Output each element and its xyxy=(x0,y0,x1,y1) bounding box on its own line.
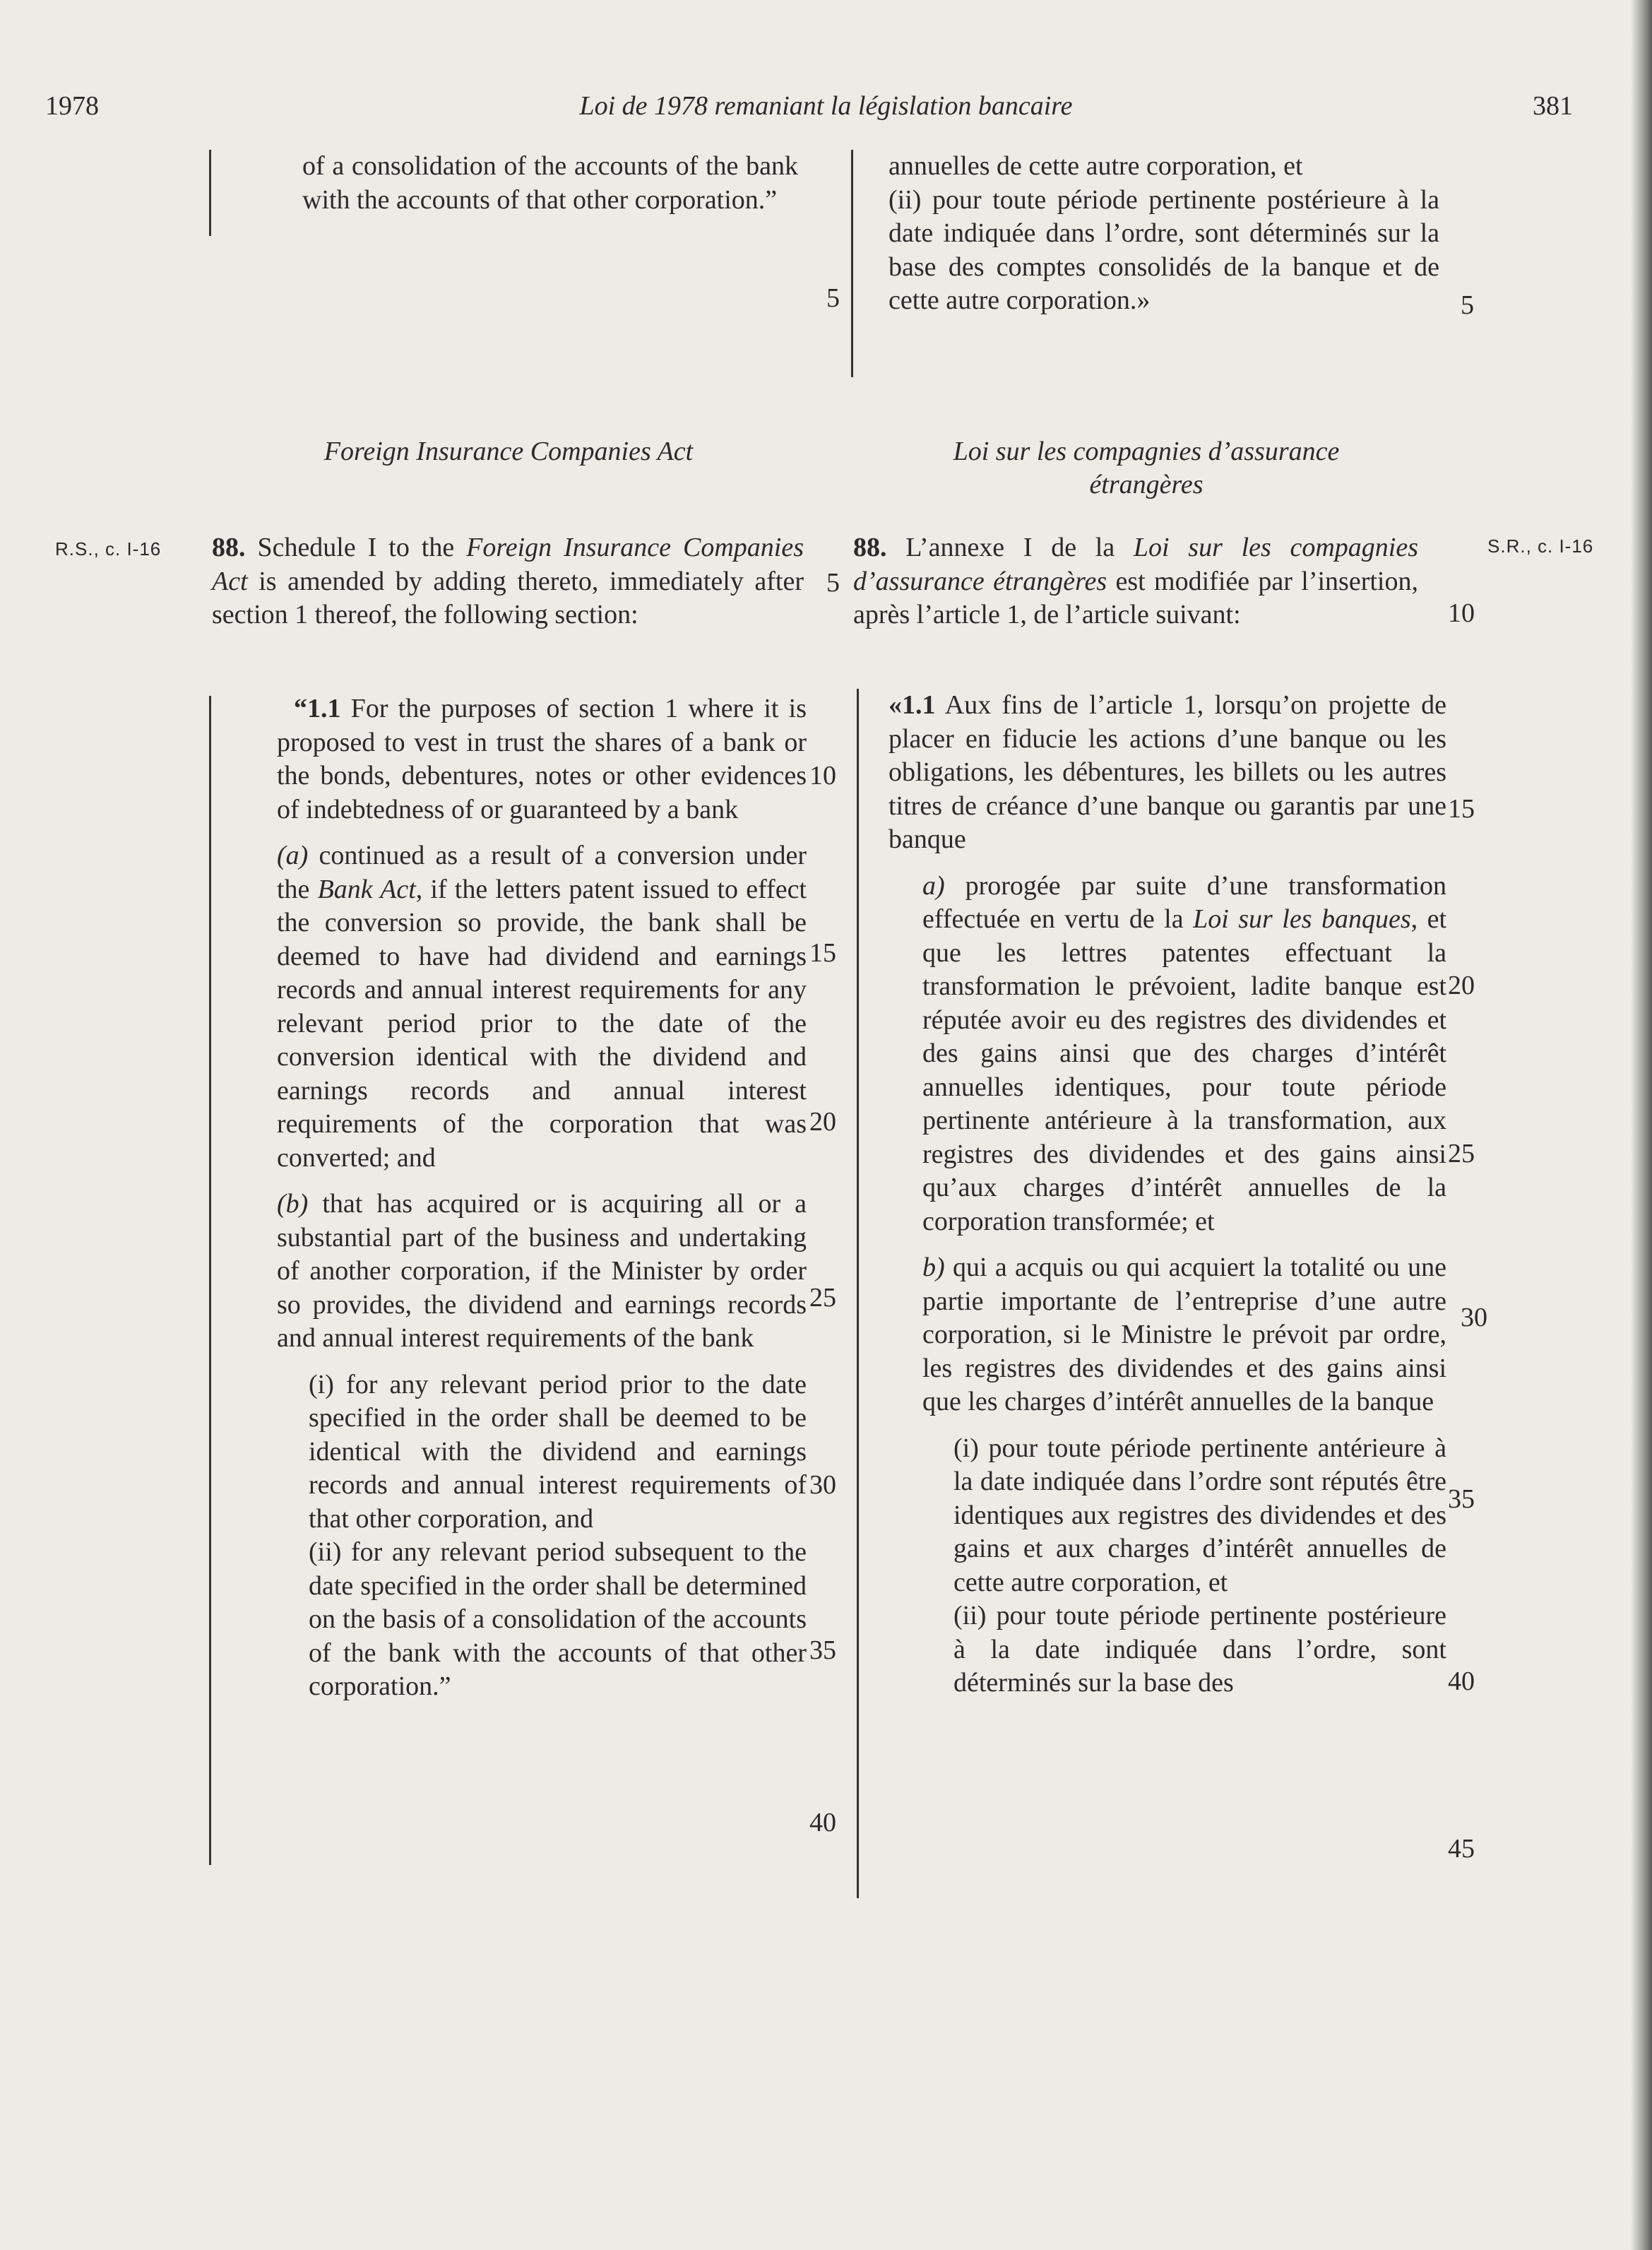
right-heading-line1: Loi sur les compagnies d’assurance xyxy=(953,437,1340,466)
left-top-fragment-text: of a consolidation of the accounts of the bank with the accounts of that other corporation.” xyxy=(302,151,798,215)
center-line-number: 40 xyxy=(809,1808,836,1837)
left-pa-post: , if the letters patent issued to effect the conversion so provide, the bank shall be deemed to have had dividend and earnings records and annual interest requirements for any relevant period prior to the date of the conversion identical with the dividend and earnings records and annual interest requirements of the corporation that was converted; and xyxy=(277,874,807,1173)
right-subpara-i: (i) pour toute période pertinente antérieure à la date indiquée dans l’ordre sont réputés être identiques aux registres des dividendes et des gains et aux charges d’intérêt annuelles de cette autre corporation, et xyxy=(953,1433,1446,1597)
left-sec88-pre: Schedule I to the xyxy=(245,533,467,562)
left-pa-pre: continued as a result of a conversion under the xyxy=(277,841,807,904)
left-s11-text: For the purposes of section 1 where it is proposed to vest in trust the shares of a bank or the bonds, debentures, notes or other evidences of indebtedness of or guaranteed by a bank xyxy=(277,694,807,824)
right-line-number: 10 xyxy=(1448,598,1475,628)
right-top-fragment xyxy=(889,150,1439,318)
header-title: Loi de 1978 remaniant la législation bancaire xyxy=(579,91,1073,121)
left-pa-label: (a) xyxy=(277,841,309,870)
left-s11-num: “1.1 xyxy=(294,694,341,723)
right-amendment-bar xyxy=(857,689,859,1898)
right-margin-note: S.R., c. I-16 xyxy=(1487,535,1594,557)
left-pb-text: that has acquired or is acquiring all or a substantial part of the business and undertaking of another corporation, if the Minister by order so provides, the dividend and earnings records and annual interest requirements of the bank xyxy=(277,1189,807,1353)
right-subpara-ii: (ii) pour toute période pertinente postérieure à la date indiquée dans l’ordre, sont déterminés sur la base des xyxy=(953,1601,1446,1698)
left-subpara-ii: (ii) for any relevant period subsequent to the date specified in the order shall be determined on the basis of a consolidation of the accounts of the bank with the accounts of that other corporation.” xyxy=(309,1537,807,1701)
right-pa-label: a) xyxy=(922,870,945,901)
center-line-number: 35 xyxy=(809,1635,836,1665)
center-line-number: 5 xyxy=(826,568,840,598)
right-pa-act: Loi sur les banques xyxy=(1193,904,1411,934)
left-pa-act: Bank Act xyxy=(317,874,416,904)
right-pa-pre: prorogée par suite d’une transformation effectuée en vertu de la xyxy=(922,870,1446,934)
right-line-number: 45 xyxy=(1448,1834,1475,1864)
header-page-number: 381 xyxy=(1533,91,1573,121)
left-top-fragment xyxy=(302,150,798,217)
right-sec88-pre: L’annexe I de la xyxy=(886,533,1134,562)
page-edge-shadow xyxy=(1631,0,1652,2250)
center-line-number: 10 xyxy=(809,761,836,791)
left-margin-note: R.S., c. I-16 xyxy=(55,538,162,559)
right-line-number: 30 xyxy=(1461,1303,1487,1332)
right-s11-num: «1.1 xyxy=(889,690,936,720)
center-line-number-5-top: 5 xyxy=(826,283,840,313)
left-new-section-11 xyxy=(277,692,807,1704)
left-amendment-bar-top xyxy=(209,150,211,236)
right-amendment-bar-top xyxy=(851,150,853,377)
right-heading-line2: étrangères xyxy=(1089,470,1204,499)
left-section-88 xyxy=(212,531,804,632)
left-pb-label: (b) xyxy=(277,1189,309,1219)
center-line-number: 30 xyxy=(809,1470,836,1500)
right-pb-label: b) xyxy=(922,1253,945,1282)
left-sec88-post: is amended by adding thereto, immediately after section 1 thereof, the following section: xyxy=(212,566,804,629)
right-sec88-post: est modifiée par l’insertion, après l’article 1, de l’article suivant: xyxy=(853,566,1418,629)
right-top-fragment-2: (ii) pour toute période pertinente postérieure à la date indiquée dans l’ordre, sont déterminés sur la base des comptes consolidés de la banque et de cette autre corporation.» xyxy=(889,184,1439,315)
right-pa-post: , et que les lettres patentes effectuant la transformation le prévoient, ladite banque est réputée avoir eu des registres des dividendes et des gains ainsi que des charges d’intérêt annuelles identiques, pour toute période pertinente antérieure à la transformation, aux registres des dividendes et des gains ainsi qu’aux charges d’intérêt annuelles de la corporation transformée; et xyxy=(922,904,1446,1236)
left-heading: Foreign Insurance Companies Act xyxy=(323,437,694,466)
right-line-number: 40 xyxy=(1448,1666,1475,1696)
center-line-number: 15 xyxy=(809,938,836,968)
right-pb-text: qui a acquis ou qui acquiert la totalité ou une partie importante de l’entreprise d’une autre corporation, si le Ministre le prévoit par ordre, les registres des dividendes et des gains ainsi que les charges d’intérêt annuelles de la banque xyxy=(922,1253,1446,1416)
header-year: 1978 xyxy=(45,91,99,121)
left-subpara-i: (i) for any relevant period prior to the date specified in the order shall be deemed to be identical with the dividend and earnings records and annual interest requirements of that other corporation, and xyxy=(309,1369,807,1534)
right-top-fragment-1: annuelles de cette autre corporation, et xyxy=(889,151,1303,181)
left-sec88-num: 88. xyxy=(212,533,246,562)
right-sec88-num: 88. xyxy=(853,533,887,562)
right-s11-text: Aux fins de l’article 1, lorsqu’on projette de placer en fiducie les actions d’une banque ou les obligations, les débentures, les billets ou les autres titres de créance d’une banque ou garantis par une banque xyxy=(889,690,1446,854)
right-line-number: 20 xyxy=(1448,971,1475,1000)
left-amendment-bar xyxy=(209,696,211,1865)
center-line-number: 20 xyxy=(809,1107,836,1137)
right-line-number: 25 xyxy=(1448,1139,1475,1168)
right-new-section-11 xyxy=(889,689,1446,1700)
left-sec88-act: Foreign Insurance Companies Act xyxy=(212,533,804,596)
right-line-number: 15 xyxy=(1448,794,1475,824)
right-sec88-act: Loi sur les compagnies d’assurance étrangères xyxy=(853,533,1419,596)
center-line-number: 25 xyxy=(809,1283,836,1313)
right-section-88 xyxy=(853,531,1418,632)
right-line-number: 5 xyxy=(1461,290,1474,320)
right-line-number: 35 xyxy=(1448,1484,1475,1514)
